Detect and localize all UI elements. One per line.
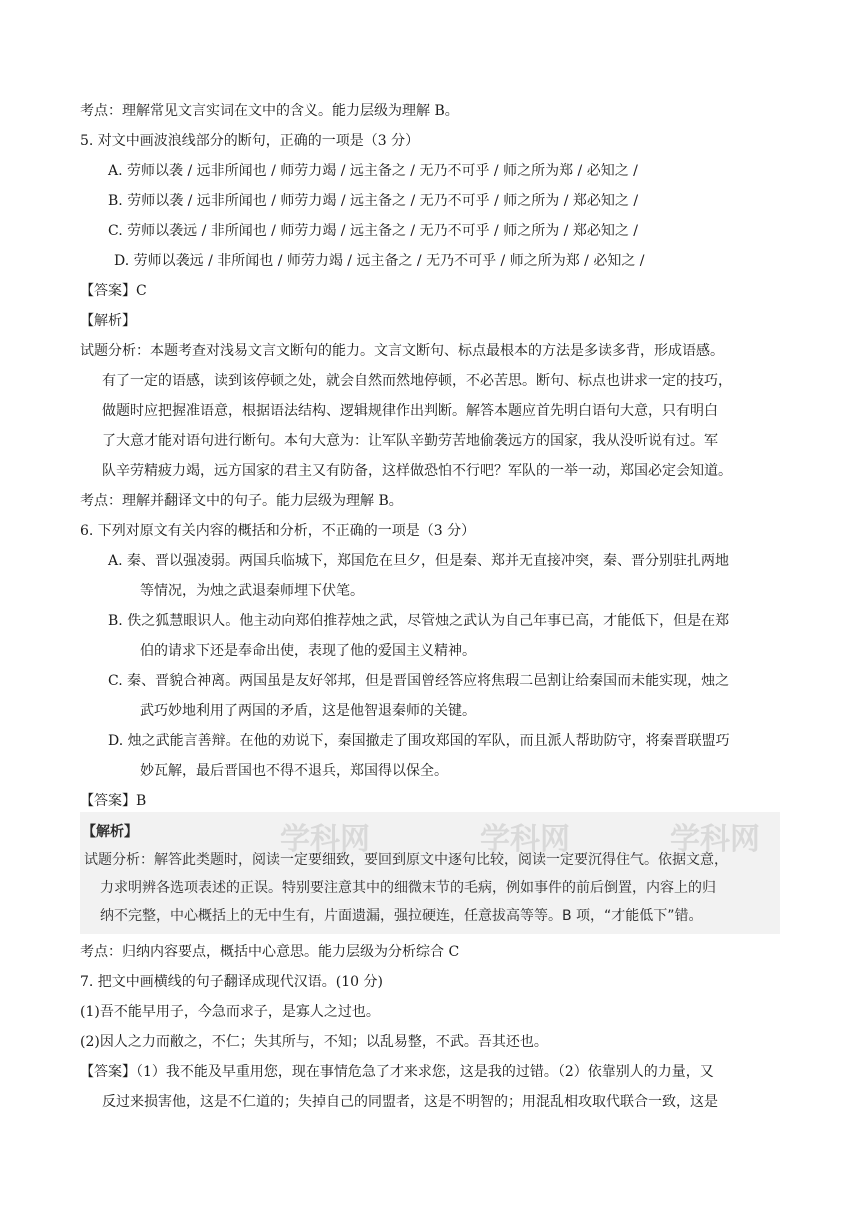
option-d: D. 烛之武能言善辩。在他的劝说下，秦国撤走了围攻郑国的军队，而且派人帮助防守，将秦晋联盟巧 xyxy=(108,733,730,749)
option-b-cont: 伯的请求下还是奉命出使，表现了他的爱国主义精神。 xyxy=(140,643,476,659)
analysis-heading: 【解析】 xyxy=(82,824,138,840)
option-c-cont: 武巧妙地利用了两国的矛盾，这是他智退秦师的关键。 xyxy=(140,703,476,719)
answer-text: 【答案】（1）我不能及早重用您，现在事情危急了才来求您，这是我的过错。（2）依靠别人的力量，又 xyxy=(80,1064,714,1080)
option-a-cont: 等情况，为烛之武退秦师埋下伏笔。 xyxy=(140,583,364,599)
analysis-text: 做题时应把握准语意，根据语法结构、逻辑规律作出判断。解答本题应首先明白语句大意，只有明白 xyxy=(102,403,718,419)
option-a: A. 秦、晋以强凌弱。两国兵临城下，郑国危在旦夕，但是秦、郑并无直接冲突，秦、晋分别驻扎两地 xyxy=(108,553,730,569)
watermark-text: 学科网 xyxy=(280,822,370,857)
analysis-text: 试题分析：本题考查对浅易文言文断句的能力。文言文断句、标点最根本的方法是多读多背，形成语感。 xyxy=(80,343,724,359)
analysis-text: 纳不完整，中心概括上的无中生有，片面遗漏，强拉硬连，任意拔高等等。B 项，“才能低下”错。 xyxy=(100,908,703,924)
option-d: D. 劳师以袭远 / 非所闻也 / 师劳力竭 / 远主备之 / 无乃不可乎 / 师之所为郑 / 必知之 / xyxy=(114,253,645,269)
watermark-text: 学科网 xyxy=(670,822,760,857)
option-b: B. 佚之狐慧眼识人。他主动向郑伯推荐烛之武，尽管烛之武认为自己年事已高，才能低下，但是在郑 xyxy=(108,613,730,629)
kaodian-line: 考点：归纳内容要点，概括中心意思。能力层级为分析综合 C xyxy=(80,944,460,960)
answer-label: 【答案】C xyxy=(80,283,147,299)
sentence-2: (2)因人之力而敝之，不仁；失其所与，不知；以乱易整，不武。吾其还也。 xyxy=(80,1034,548,1050)
kaodian-line: 考点：理解常见文言实词在文中的含义。能力层级为理解 B。 xyxy=(80,103,459,119)
kaodian-line: 考点：理解并翻译文中的句子。能力层级为理解 B。 xyxy=(80,493,403,509)
question-6-stem: 6. 下列对原文有关内容的概括和分析，不正确的一项是（3 分） xyxy=(80,523,476,539)
answer-label: 【答案】B xyxy=(80,793,147,809)
analysis-text: 了大意才能对语句进行断句。本句大意为：让军队辛勤劳苦地偷袭远方的国家，我从没听说有过。军 xyxy=(102,433,718,449)
answer-text: 反过来损害他，这是不仁道的；失掉自己的同盟者，这是不明智的；用混乱相攻取代联合一致，这是 xyxy=(102,1094,718,1110)
analysis-text: 有了一定的语感，读到该停顿之处，就会自然而然地停顿，不必苦思。断句、标点也讲求一定的技巧， xyxy=(102,373,732,389)
option-a: A. 劳师以袭 / 远非所闻也 / 师劳力竭 / 远主备之 / 无乃不可乎 / 师之所为郑 / 必知之 / xyxy=(108,163,638,179)
sentence-1: (1)吾不能早用子，今急而求子，是寡人之过也。 xyxy=(80,1004,380,1020)
analysis-text: 力求明辨各选项表述的正误。特别要注意其中的细微末节的毛病，例如事件的前后倒置，内容上的归 xyxy=(100,880,716,896)
analysis-text: 试题分析：解答此类题时，阅读一定要细致，要回到原文中逐句比较，阅读一定要沉得住气。依据文意， xyxy=(84,852,728,868)
option-d-cont: 妙瓦解，最后晋国也不得不退兵，郑国得以保全。 xyxy=(140,763,448,779)
question-5-stem: 5. 对文中画波浪线部分的断句，正确的一项是（3 分） xyxy=(80,133,420,149)
question-7-stem: 7. 把文中画横线的句子翻译成现代汉语。(10 分) xyxy=(80,974,383,990)
option-c: C. 劳师以袭远 / 非所闻也 / 师劳力竭 / 远主备之 / 无乃不可乎 / 师之所为 / 郑必知之 / xyxy=(108,223,638,239)
analysis-text: 队辛劳精疲力竭，远方国家的君主又有防备，这样做恐怕不行吧？军队的一举一动，郑国必定会知道。 xyxy=(102,463,732,479)
watermark-text: 学科网 xyxy=(480,822,570,857)
option-b: B. 劳师以袭 / 远非所闻也 / 师劳力竭 / 远主备之 / 无乃不可乎 / 师之所为 / 郑必知之 / xyxy=(108,193,639,209)
analysis-heading: 【解析】 xyxy=(80,313,136,329)
scanned-analysis-image xyxy=(80,812,780,934)
option-c: C. 秦、晋貌合神离。两国虽是友好邻邦，但是晋国曾经答应将焦瑕二邑割让给秦国而未能实现，烛之 xyxy=(108,673,730,689)
